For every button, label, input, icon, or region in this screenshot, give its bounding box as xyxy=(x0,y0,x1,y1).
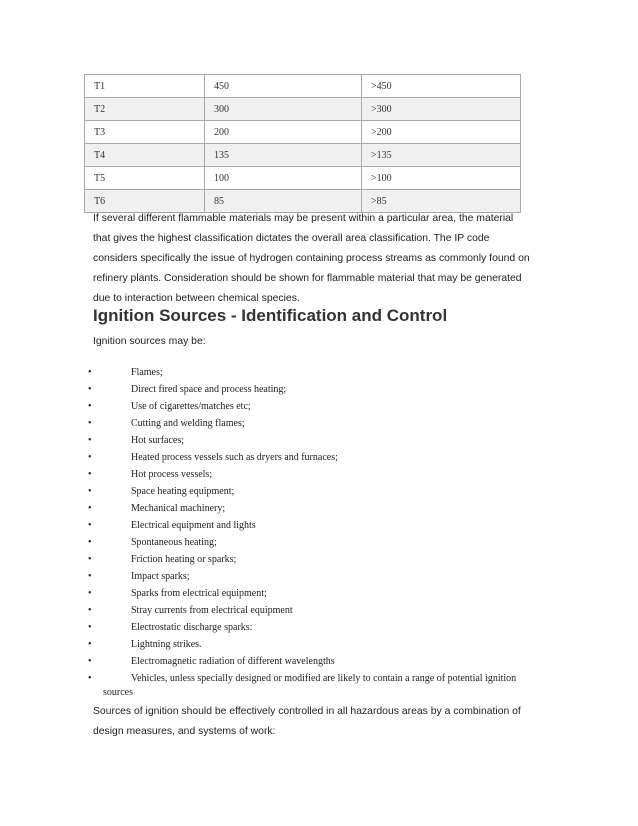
ignition-temp-cell: >100 xyxy=(362,167,521,190)
list-item-continuation: sources xyxy=(103,687,133,698)
list-item xyxy=(0,568,638,585)
bullet-icon: • xyxy=(88,384,92,395)
list-item-text: Space heating equipment; xyxy=(131,486,235,497)
bullet-icon: • xyxy=(88,656,92,667)
bullet-icon: • xyxy=(88,605,92,616)
ignition-intro: Ignition sources may be: xyxy=(93,336,206,347)
list-item-text: Electrical equipment and lights xyxy=(131,520,256,531)
temperature-class-table xyxy=(84,74,521,213)
temperature-class-cell: T3 xyxy=(85,121,205,144)
max-surface-temp-cell: 100 xyxy=(205,167,362,190)
bullet-icon: • xyxy=(88,503,92,514)
list-item xyxy=(0,398,638,415)
temperature-class-cell: T5 xyxy=(85,167,205,190)
list-item xyxy=(0,602,638,619)
list-item xyxy=(0,534,638,551)
list-item-text: Friction heating or sparks; xyxy=(131,554,237,565)
max-surface-temp-cell: 85 xyxy=(205,190,362,213)
list-item xyxy=(0,483,638,500)
list-item-text: Direct fired space and process heating; xyxy=(131,384,287,395)
list-item-text: Spontaneous heating; xyxy=(131,537,217,548)
bullet-icon: • xyxy=(88,486,92,497)
list-item xyxy=(0,466,638,483)
list-item-text: Heated process vessels such as dryers and furnaces; xyxy=(131,452,338,463)
list-item-text: Stray currents from electrical equipment xyxy=(131,605,293,616)
bullet-icon: • xyxy=(88,673,92,684)
bullet-icon: • xyxy=(88,435,92,446)
list-item-text: Electromagnetic radiation of different wavelengths xyxy=(131,656,335,667)
list-item xyxy=(0,381,638,398)
table-row xyxy=(85,144,521,167)
list-item-text: Hot surfaces; xyxy=(131,435,185,446)
ignition-temp-cell: >85 xyxy=(362,190,521,213)
list-item-text: Flames; xyxy=(131,367,163,378)
list-item xyxy=(0,449,638,466)
list-item-text: Sparks from electrical equipment; xyxy=(131,588,267,599)
table-row xyxy=(85,98,521,121)
ignition-temp-cell: >450 xyxy=(362,75,521,98)
list-item-text: Mechanical machinery; xyxy=(131,503,226,514)
list-item-text: Lightning strikes. xyxy=(131,639,202,650)
temperature-class-table-body xyxy=(85,75,521,213)
temperature-class-cell: T6 xyxy=(85,190,205,213)
control-paragraph: Sources of ignition should be effectively controlled in all hazardous areas by a combination of design measures, and systems of work: xyxy=(93,706,521,737)
bullet-icon: • xyxy=(88,571,92,582)
bullet-icon: • xyxy=(88,588,92,599)
max-surface-temp-cell: 300 xyxy=(205,98,362,121)
list-item xyxy=(0,517,638,534)
list-item xyxy=(0,653,638,670)
list-item-text: Electrostatic discharge sparks: xyxy=(131,622,253,633)
list-item xyxy=(0,670,638,687)
ignition-temp-cell: >300 xyxy=(362,98,521,121)
list-item-text: Use of cigarettes/matches etc; xyxy=(131,401,251,412)
bullet-icon: • xyxy=(88,418,92,429)
list-item-text: Cutting and welding flames; xyxy=(131,418,245,429)
table-row xyxy=(85,167,521,190)
ignition-temp-cell: >200 xyxy=(362,121,521,144)
list-item xyxy=(0,551,638,568)
table-row xyxy=(85,75,521,98)
table-row xyxy=(85,121,521,144)
max-surface-temp-cell: 450 xyxy=(205,75,362,98)
list-item xyxy=(0,415,638,432)
temperature-class-cell: T4 xyxy=(85,144,205,167)
list-item-text: Impact sparks; xyxy=(131,571,190,582)
bullet-icon: • xyxy=(88,554,92,565)
bullet-icon: • xyxy=(88,401,92,412)
bullet-icon: • xyxy=(88,537,92,548)
bullet-icon: • xyxy=(88,622,92,633)
temperature-class-cell: T2 xyxy=(85,98,205,121)
bullet-icon: • xyxy=(88,639,92,650)
ignition-sources-list xyxy=(0,364,638,687)
section-heading: Ignition Sources - Identification and Control xyxy=(93,306,448,325)
list-item xyxy=(0,432,638,449)
max-surface-temp-cell: 200 xyxy=(205,121,362,144)
ignition-temp-cell: >135 xyxy=(362,144,521,167)
bullet-icon: • xyxy=(88,469,92,480)
list-item xyxy=(0,619,638,636)
bullet-icon: • xyxy=(88,452,92,463)
list-item-text: Vehicles, unless specially designed or modified are likely to contain a range of potential ignition xyxy=(131,673,517,684)
list-item-text: Hot process vessels; xyxy=(131,469,213,480)
bullet-icon: • xyxy=(88,367,92,378)
classification-paragraph: If several different flammable materials may be present within a particular area, the material that gives the highest classification dictates the overall area classification. The IP code considers specifically the issue of hydrogen containing process streams as commonly found on refinery plants. Consideration should be shown for flammable material that may be generated due to interaction between chemical species. xyxy=(93,213,530,304)
list-item xyxy=(0,636,638,653)
max-surface-temp-cell: 135 xyxy=(205,144,362,167)
list-item xyxy=(0,585,638,602)
temperature-class-cell: T1 xyxy=(85,75,205,98)
bullet-icon: • xyxy=(88,520,92,531)
list-item xyxy=(0,364,638,381)
list-item xyxy=(0,500,638,517)
